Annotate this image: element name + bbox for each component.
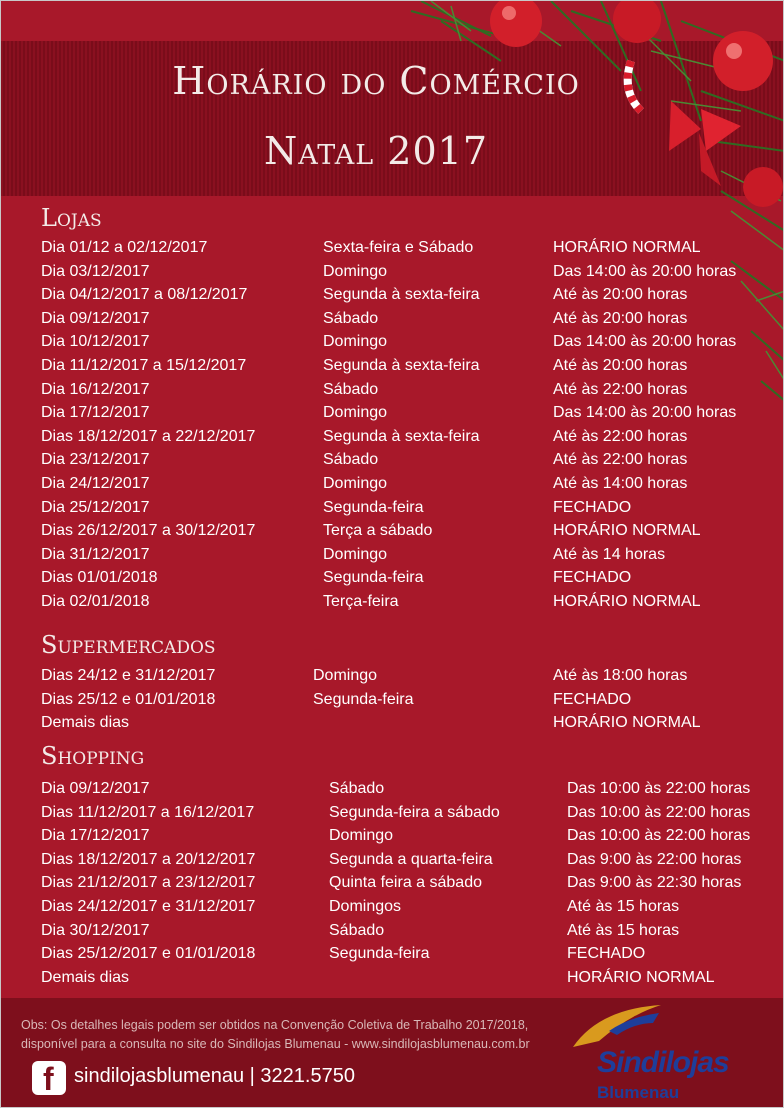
hours-cell: Até às 15 horas: [567, 898, 680, 915]
table-row: [1, 381, 784, 403]
hours-cell: Até às 20:00 horas: [553, 286, 688, 304]
weekday-cell: Segunda à sexta-feira: [323, 286, 480, 304]
obs-text-line-1: Obs: Os detalhes legais podem ser obtidos na Convenção Coletiva de Trabalho 2017/2018,: [21, 1018, 529, 1032]
weekday-cell: Segunda à sexta-feira: [323, 357, 480, 374]
date-cell: Dias 18/12/2017 a 22/12/2017: [41, 427, 256, 445]
hours-cell: Até às 20:00 horas: [553, 357, 688, 374]
table-row: [1, 522, 784, 544]
date-cell: Dia 24/12/2017: [41, 475, 150, 492]
date-cell: Dias 24/12/2017 e 31/12/2017: [41, 898, 256, 915]
weekday-cell: Domingo: [323, 262, 388, 280]
logo-name: Sindilojas: [597, 1046, 729, 1079]
weekday-cell: Segunda à sexta-feira: [323, 427, 480, 445]
hours-cell: HORÁRIO NORMAL: [553, 239, 701, 256]
table-row: [1, 333, 784, 355]
title-line-1: Horário do Comércio: [172, 59, 580, 103]
weekday-cell: Segunda-feira a sábado: [329, 803, 500, 821]
weekday-cell: Segunda-feira: [329, 945, 430, 963]
weekday-cell: Domingo: [323, 545, 388, 563]
date-cell: Dia 25/12/2017: [41, 498, 150, 516]
table-row: [1, 475, 784, 497]
section-title-supermercados: Supermercados: [41, 631, 216, 659]
date-cell: Dia 09/12/2017: [41, 780, 150, 797]
table-row: [1, 827, 784, 849]
weekday-cell: Sábado: [323, 380, 379, 398]
table-row: [1, 593, 784, 615]
table-row: [1, 874, 784, 896]
date-cell: Dias 24/12 e 31/12/2017: [41, 667, 216, 684]
weekday-cell: Sábado: [329, 780, 385, 797]
hours-cell: Até às 22:00 horas: [553, 380, 688, 398]
date-cell: Dia 23/12/2017: [41, 451, 150, 469]
table-row: [1, 780, 784, 802]
section-title-lojas: Lojas: [41, 204, 102, 232]
table-row: [1, 310, 784, 332]
hours-cell: FECHADO: [553, 690, 632, 708]
date-cell: Demais dias: [41, 968, 130, 986]
table-row: [1, 945, 784, 967]
table-row: [1, 239, 784, 261]
weekday-cell: Domingo: [329, 827, 394, 845]
hours-cell: Até às 18:00 horas: [553, 667, 688, 684]
date-cell: Dias 18/12/2017 a 20/12/2017: [41, 850, 256, 868]
table-row: [1, 404, 784, 426]
weekday-cell: Segunda-feira: [323, 569, 424, 587]
date-cell: Dia 16/12/2017: [41, 380, 150, 398]
obs-text-line-2: disponível para a consulta no site do Sindilojas Blumenau - www.sindilojasblumenau.com.br: [21, 1037, 530, 1051]
hours-cell: Até às 22:00 horas: [553, 451, 688, 469]
hours-cell: HORÁRIO NORMAL: [553, 714, 701, 732]
hours-cell: Até às 22:00 horas: [553, 427, 688, 445]
sindilojas-logo-swoosh: [569, 1001, 669, 1051]
hours-cell: FECHADO: [567, 945, 646, 963]
weekday-cell: Sábado: [323, 451, 379, 469]
hours-cell: Até às 14:00 horas: [553, 475, 688, 492]
date-cell: Dia 17/12/2017: [41, 404, 150, 422]
hours-cell: Das 14:00 às 20:00 horas: [553, 333, 737, 351]
date-cell: Dias 25/12 e 01/01/2018: [41, 690, 216, 708]
weekday-cell: Sábado: [329, 921, 385, 939]
section-title-shopping: Shopping: [41, 742, 145, 770]
weekday-cell: Domingos: [329, 898, 402, 915]
hours-cell: Das 9:00 às 22:30 horas: [567, 874, 742, 892]
title-line-2: Natal 2017: [263, 129, 489, 173]
table-row: [1, 898, 784, 920]
hours-cell: Até às 15 horas: [567, 921, 680, 939]
date-cell: Demais dias: [41, 714, 130, 732]
table-row: [1, 969, 784, 991]
date-cell: Dia 04/12/2017 a 08/12/2017: [41, 286, 248, 304]
hours-cell: Das 14:00 às 20:00 horas: [553, 262, 737, 280]
table-row: [1, 851, 784, 873]
weekday-cell: Domingo: [313, 667, 378, 684]
hours-cell: Das 10:00 às 22:00 horas: [567, 803, 751, 821]
weekday-cell: Domingo: [323, 404, 388, 422]
table-row: [1, 691, 784, 713]
weekday-cell: Quinta feira a sábado: [329, 874, 482, 892]
hours-cell: Das 10:00 às 22:00 horas: [567, 780, 751, 797]
table-row: [1, 667, 784, 689]
hours-cell: FECHADO: [553, 569, 632, 587]
table-row: [1, 451, 784, 473]
date-cell: Dias 11/12/2017 a 16/12/2017: [41, 803, 255, 821]
date-cell: Dias 21/12/2017 a 23/12/2017: [41, 874, 256, 892]
table-row: [1, 263, 784, 285]
date-cell: Dia 10/12/2017: [41, 333, 150, 351]
contact-info: sindilojasblumenau | 3221.5750: [74, 1065, 355, 1087]
table-row: [1, 428, 784, 450]
date-cell: Dia 11/12/2017 a 15/12/2017: [41, 357, 247, 374]
weekday-cell: Domingo: [323, 475, 388, 492]
date-cell: Dia 30/12/2017: [41, 921, 150, 939]
weekday-cell: Segunda-feira: [323, 498, 424, 516]
table-row: [1, 546, 784, 568]
hours-cell: Até às 14 horas: [553, 545, 666, 563]
date-cell: Dia 01/12 a 02/12/2017: [41, 239, 208, 256]
table-row: [1, 286, 784, 308]
hours-cell: Das 14:00 às 20:00 horas: [553, 404, 737, 422]
hours-cell: Das 9:00 às 22:00 horas: [567, 850, 742, 868]
hours-cell: Das 10:00 às 22:00 horas: [567, 827, 751, 845]
table-row: [1, 357, 784, 379]
date-cell: Dia 09/12/2017: [41, 309, 150, 327]
weekday-cell: Sábado: [323, 309, 379, 327]
weekday-cell: Segunda a quarta-feira: [329, 850, 493, 868]
facebook-icon[interactable]: [32, 1061, 66, 1095]
weekday-cell: Terça a sábado: [323, 522, 433, 540]
date-cell: Dia 03/12/2017: [41, 262, 150, 280]
hours-cell: FECHADO: [553, 498, 632, 516]
date-cell: Dias 01/01/2018: [41, 569, 158, 587]
table-row: [1, 804, 784, 826]
table-row: [1, 569, 784, 591]
date-cell: Dia 17/12/2017: [41, 827, 150, 845]
date-cell: Dia 02/01/2018: [41, 593, 150, 610]
weekday-cell: Terça-feira: [323, 593, 399, 610]
hours-cell: Até às 20:00 horas: [553, 309, 688, 327]
table-row: [1, 922, 784, 944]
hours-cell: HORÁRIO NORMAL: [553, 522, 701, 540]
logo-subtitle: Blumenau: [597, 1083, 680, 1102]
table-row: [1, 499, 784, 521]
weekday-cell: Segunda-feira: [313, 690, 414, 708]
hours-cell: HORÁRIO NORMAL: [553, 593, 701, 610]
hours-cell: HORÁRIO NORMAL: [567, 968, 715, 986]
weekday-cell: Sexta-feira e Sábado: [323, 239, 474, 256]
weekday-cell: Domingo: [323, 333, 388, 351]
date-cell: Dias 26/12/2017 a 30/12/2017: [41, 522, 256, 540]
facebook-glyph: f: [43, 1061, 54, 1097]
table-row: [1, 714, 784, 736]
date-cell: Dia 31/12/2017: [41, 545, 150, 563]
date-cell: Dias 25/12/2017 e 01/01/2018: [41, 945, 256, 963]
